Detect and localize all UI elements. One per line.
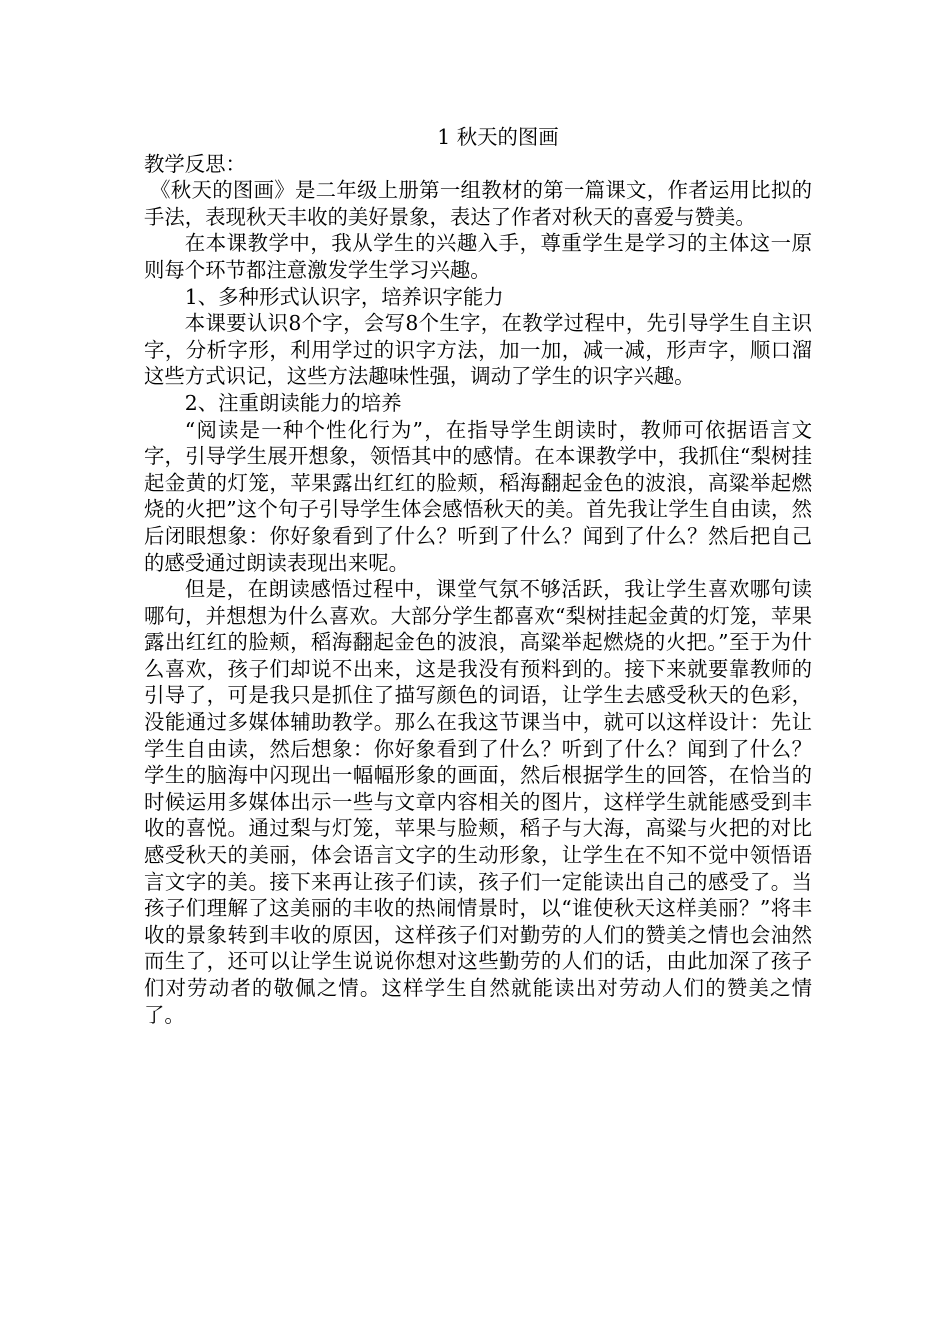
- paragraph-reflection: 但是，在朗读感悟过程中，课堂气氛不够活跃，我让学生喜欢哪句读哪句，并想想为什么喜欢。大部分学生都喜欢“梨树挂起金黄的灯笼，苹果露出红红的脸颊，稻海翻起金色的波浪，高粱举起燃烧的火把。”至于为什么喜欢，孩子们却说不出来，这是我没有预料到的。接下来就要靠教师的引导了，可是我只是抓住了描写颜色的词语，让学生去感受秋天的色彩，没能通过多媒体辅助教学。那么在我这节课当中，就可以这样设计：先让学生自由读，然后想象：你好象看到了什么？听到了什么？闻到了什么？学生的脑海中闪现出一幅幅形象的画面，然后根据学生的回答，在恰当的时候运用多媒体出示一些与文章内容相关的图片，这样学生就能感受到丰收的喜悦。通过梨与灯笼，苹果与脸颊，稻子与大海，高粱与火把的对比感受秋天的美丽，体会语言文字的生动形象，让学生在不知不觉中领悟语言文字的美。接下来再让孩子们读，孩子们一定能读出自己的感受了。当孩子们理解了这美丽的丰收的热闹情景时，以“谁使秋天这样美丽？”将丰收的景象转到丰收的原因，这样孩子们对勤劳的人们的赞美之情也会油然而生了，还可以让学生说说你想对这些勤劳的人们的话，由此加深了孩子们对劳动者的敬佩之情。这样学生自然就能读出对劳动人们的赞美之情了。: [144, 577, 812, 1027]
- paragraph-literacy: 本课要认识8个字，会写8个生字，在教学过程中，先引导学生自主识字，分析字形，利用学过的识字方法，加一加，减一减，形声字，顺口溜这些方式识记，这些方法趣味性强，调动了学生的识字兴趣。: [144, 311, 812, 389]
- document-body: [144, 124, 812, 1028]
- paragraph-approach: 在本课教学中，我从学生的兴趣入手，尊重学生是学习的主体这一原则每个环节都注意激发学生学习兴趣。: [144, 231, 812, 282]
- heading-reading: 2、注重朗读能力的培养: [184, 390, 402, 415]
- document-title: 1 秋天的图画: [437, 125, 559, 149]
- heading-literacy: 1、多种形式认识字，培养识字能力: [184, 284, 504, 309]
- paragraph-intro: 《秋天的图画》是二年级上册第一组教材的第一篇课文，作者运用比拟的手法，表现秋天丰收的美好景象，表达了作者对秋天的喜爱与赞美。: [144, 178, 812, 229]
- paragraph-reading: “阅读是一种个性化行为”，在指导学生朗读时，教师可依据语言文字，引导学生展开想象，领悟其中的感情。在本课教学中，我抓住“梨树挂起金黄的灯笼，苹果露出红红的脸颊，稻海翻起金色的波浪，高粱举起燃烧的火把”这个句子引导学生体会感悟秋天的美。首先我让学生自由读，然后闭眼想象：你好象看到了什么？听到了什么？闻到了什么？然后把自己的感受通过朗读表现出来呢。: [144, 417, 812, 575]
- section-heading: 教学反思：: [144, 151, 246, 176]
